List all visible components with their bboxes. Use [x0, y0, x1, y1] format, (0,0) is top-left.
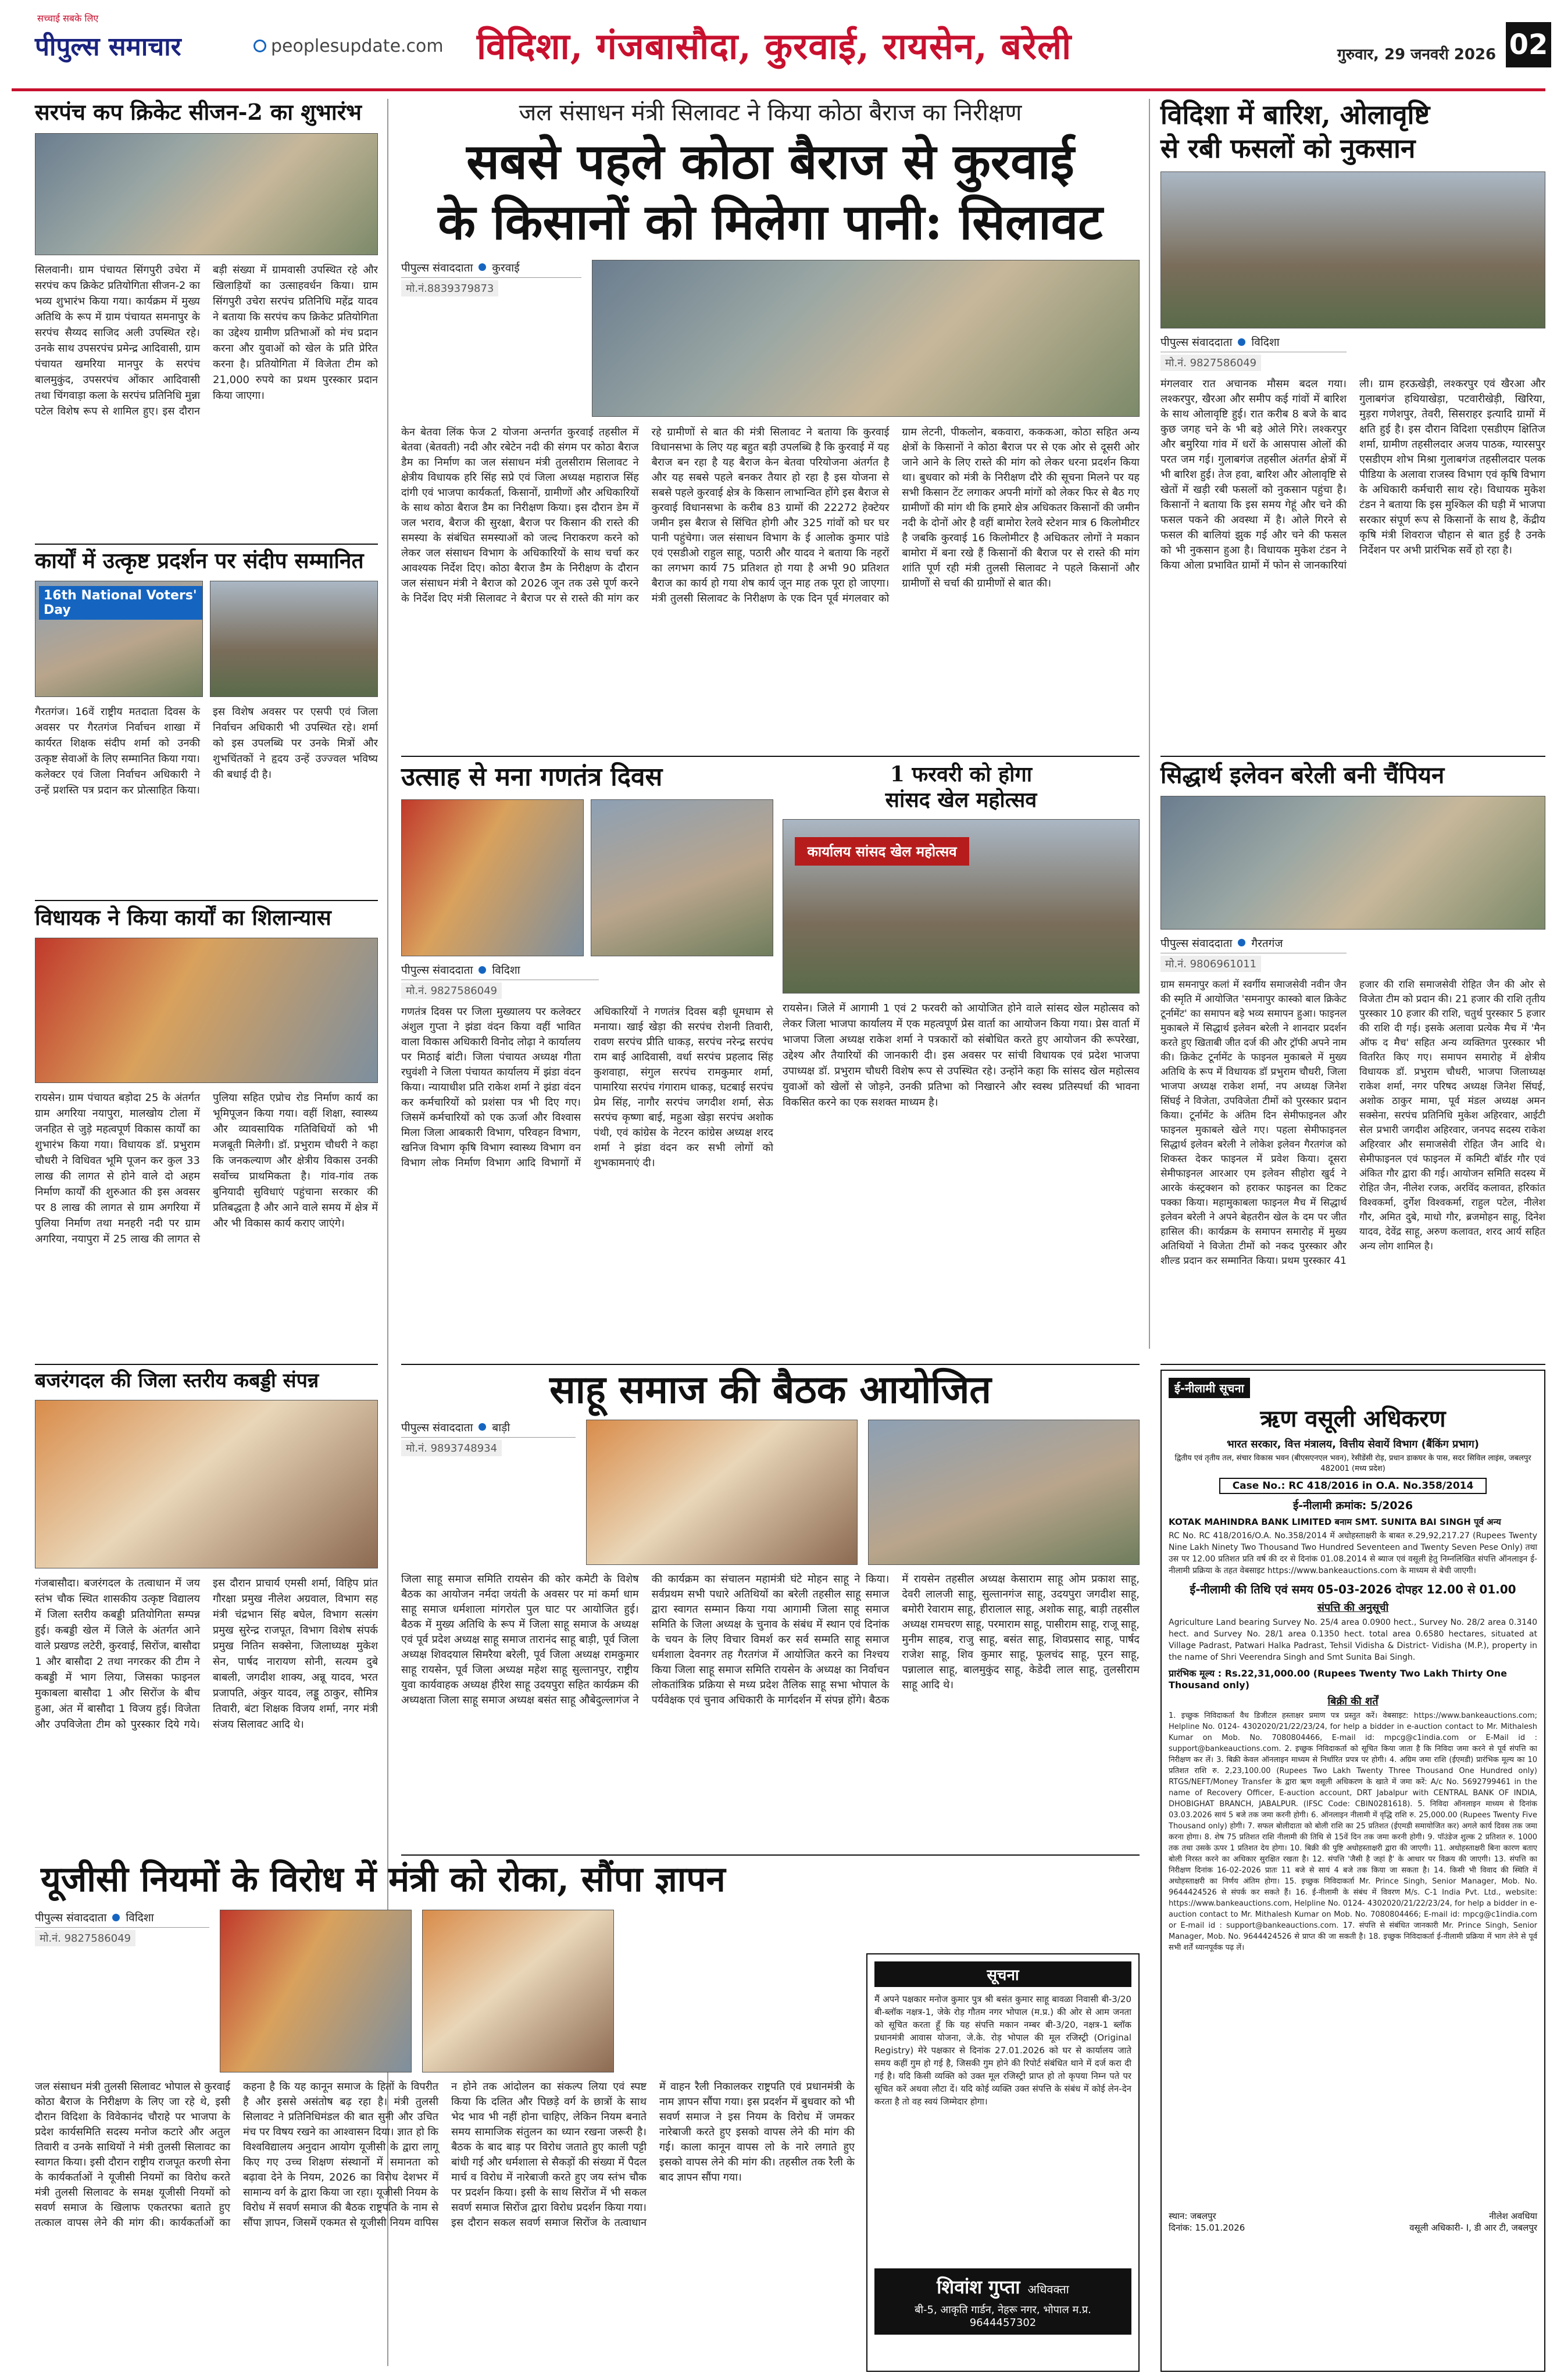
byline-name: पीपुल्स संवाददाता: [1160, 336, 1233, 349]
auction-notice: [1160, 1370, 1545, 2372]
website: peoplesupdate.com: [271, 36, 444, 56]
bullet-icon: [1238, 338, 1245, 346]
auction-place-date: स्थान: जबलपुर दिनांक: 15.01.2026: [1169, 2211, 1245, 2233]
article-headline: 1 फरवरी को होगा: [890, 762, 1033, 787]
article-body: जल संसाधन मंत्री तुलसी सिलावट भोपाल से कुरवाई कोठा बैराज के निरीक्षण के लिए जा रहे थे, इसी दौरान विदिशा के विवेकानंद चौराहे पर भाजपा के प्रदेश कार्यसमिति सदस्य मनोज कटारे और अतुल तिवारी व उनके साथियों ने मंत्री तुलसी सिलावट का स्वागत किया। इसी दौरान राष्ट्रीय राजपूत करणी सेना के कार्यकर्ताओं ने यूजीसी नियमों का विरोध करते मंत्री तुलसी सिलावट के समक्ष यूजीसी नियमों को सवर्ण समाज के खिलाफ एकतरफा बताते हुए तत्काल वापस लेने की मांग की। कार्यकर्ताओं का कहना है कि यह कानून समाज के हितों के विपरीत है और इससे असंतोष बढ़ रहा है। मंत्री तुलसी सिलावट ने प्रतिनिधिमंडल की बात सुनी और उचित मंच पर विषय रखने का आश्वासन दिया। ज्ञात हो कि विश्वविद्यालय अनुदान आयोग यूजीसी के द्वारा लागू किए गए उच्च शिक्षण संस्थानों में समानता को बढ़ावा देने के नियम, 2026 का विरोध देशभर में सामान्य वर्ग के द्वारा किया जा रहा। यूजीसी नियम के विरोध में सवर्ण समाज की बैठक राष्ट्रपति के नाम से सौंपा ज्ञापन, जिसमें एकमत से यूजीसी नियम वापिस न होने तक आंदोलन का संकल्प लिया एवं स्पष्ट किया कि दलित और पिछड़े वर्ग के छात्रों के साथ भेद भाव भी नहीं होना चाहिए, लेकिन नियम बनाते समय सामाजिक संतुलन का ध्यान रखना जरूरी है। बैठक के बाद बाड़ पर विरोध जताते हुए काली पट्टी बांधी गई और धर्मशाला से सैकड़ों की संख्या में पैदल मार्च व विरोध में नारेबाजी करते हुए जय स्तंभ चौक पर प्रदर्शन किया। इसी के साथ सिरोंज में भी सकल सवर्ण समाज सिरोंज द्वारा विरोध प्रदर्शन किया गया। इस दौरान सकल सवर्ण समाज सिरोंज के तत्वाधान में वाहन रैली निकालकर राष्ट्रपति एवं प्रधानमंत्री के नाम ज्ञापन सौंपा गया। इस प्रदर्शन में बुधवार को भी सवर्ण समाज ने इस नियम के विरोध में जमकर नारेबाजी करते हुए इसको वापस लेने की मांग की गई। काला कानून वापस लो के नारे लगाते हुए इसको वापस लेने की मांग की। तहसील तक रैली के बाद ज्ञापन सौंपा गया।: [35, 2081, 855, 2229]
article-body: केन बेतवा लिंक फेज 2 योजना अन्तर्गत कुरवाई तहसील में बेतवा (बेतवती) नदी और रबेटेन नदी की संगम पर कोठा बैराज डैम का निर्माण का जल संसाधन मंत्री तुलसीराम सिलावट ने क्षेत्रीय विधायक हरि सिंह सप्रे एवं जिला अध्यक्ष महाराज सिंह दांगी एवं भाजपा कार्यकर्ता, किसानों, ग्रामीणों और अधिकारियों के साथ कोठा बैराज डैम का निरीक्षण किया। इस दौरान डेम में जल भराव, बैराज की सुरक्षा, बैराज पर किसान की रास्ते की समस्या के संबंधित समस्याओं को जल्द निराकरण करने को लेकर जल संसाधन विभाग के अधिकारियों के साथ चर्चा कर आवश्यक निर्देश दिए। कोठा बैराज डैम के निरीक्षण के दौरान जल संसाधन मंत्री ने बैराज को 2026 जून तक उसे पूर्ण करने के निर्देश दिए मंत्री सिलावट ने बैराज पर से रास्ते की मांग कर रहे ग्रामीणों से बात की मंत्री सिलावट ने बताया कि कुरवाई विधानसभा के लिए यह बहुत बड़ी उपलब्धि है कि कुरवाई में यह बैराज बन रहा है यह बैराज केन बेतवा परियोजना अंतर्गत है और यह सबसे पहले बनकर तैयार हो रहा है इस योजना से सबसे पहले कुरवाई क्षेत्र के किसान लाभान्वित होंगे इस बैराज से कुरवाई विधानसभा के करीब 83 ग्रामों की 22272 हेक्टेयर जमीन इस बैराज से सिंचित होगी और 325 गांवों को घर घर पानी पहुंचेगा। जल संसाधन विभाग के ई आलोक कुमार पांडे एवं एसडीओ राहुल साहू, पठारी और यादव ने बताया कि नहरों का लगभग कार्य 75 प्रतिशत हो गया है अभी 90 प्रतिशत बैराज का कार्य हो गया शेष कार्य जून माह तक पूरा हो जाएगा। मंत्री तुलसी सिलावट के निरीक्षण के एक दिन पूर्व मंगलवार को ग्राम लेटनी, पीकलोन, बकवारा, कककआ, कोठा सहित अन्य क्षेत्रों के किसानों ने कोठा बैराज पर से एक ओर से दूसरी ओर जाने आने के लिए रास्ते की मांग को लेकर धरना प्रदर्शन किया था। बुधवार को मंत्री के निरीक्षण दौरे की सूचना मिलने पर यह सभी किसान टेंट लगाकर अपनी मांगों को लेकर फिर से बैठ गए ग्रामीणों की मांग थी कि हमारे क्षेत्र अधिकतर किसानों की जमीन नदी के दोनों ओर है वहीं बामोरा रेलवे स्टेशन मात्र 6 किलोमीटर है जबकि कुरवाई 16 किलोमीटर है अधिकतर लोगों ने मकान बामोरा में बना रखे हैं किसानों की बैराज पर से रास्ते की मांग शांति पूर्ण रही मंत्री तुलसी सिलावट ने पहले किसानों और ग्रामीणों से चर्चा की ग्रामीणों से बात की।: [401, 426, 1140, 605]
auction-ministry: भारत सरकार, वित्त मंत्रालय, वित्तीय सेवायें विभाग (बैंकिंग प्रभाग): [1227, 1438, 1479, 1450]
article-headline: सरपंच कप क्रिकेट सीजन-2 का शुभारंभ: [35, 99, 362, 125]
article-photo: [35, 1400, 378, 1568]
article-photo: [586, 1420, 858, 1565]
notice-title: सूचना: [874, 1961, 1131, 1987]
globe-icon: [253, 40, 266, 52]
article-headline: सिद्धार्थ इलेवन बरेली बनी चैंपियन: [1160, 762, 1445, 789]
byline-name: पीपुल्स संवाददाता: [401, 964, 473, 977]
article-body: मंगलवार रात अचानक मौसम बदल गया। लश्करपुर, खैरआ और समीप कई गांवों में बारिश के साथ ओलावृष्टि हुई। रात करीब 8 बजे के बाद कुछ जगह चने के भी बड़े ओले गिरे। लश्करपुर और बमुरिया गांव में धरों के आसपास ओलों की परत जम गई। गुलाबगंज तहसील अंतर्गत क्षेत्रों में भी बारिश हुई। तेज हवा, बारिश और ओलावृष्टि से खेतों में खड़ी रबी फसलों को नुकसान पहुंचा है। किसानों ने बताया कि इस समय गेहूं और चने की फसल पकने की अवस्था में है। ओले गिरने से फसल की बालियां झुक गई और चने की फसल को भी नुकसान हुआ है। विधायक मुकेश टंडन ने किया ओला प्रभावित ग्रामों में फोन से जानकारियां ली। ग्राम हरऊखेड़ी, लश्करपुर एवं खैरआ और गुलाबगंज हथियाखेड़ा, पटवारीखेड़ी, खिरिया, मुड़रा गणेशपुर, तेवरी, सिसराहर इत्यादि ग्रामों में क्षति हुई है। इस दौरान विदिशा एसडीएम क्षितिज शर्मा, ग्रामीण तहसीलदार अजय पाठक, ग्यारसपुर एसडीएम शोभ मिश्रा गुलाबगंज तहसीलदार पलक पीडिया के अलावा राजस्व विभाग एवं कृषि विभाग के अधिकारी कर्मचारी साथ रहे। विधायक मुकेश टंडन ने बताया कि इस मुश्किल की घड़ी में भाजपा सरकार संपूर्ण रूप से किसानों के साथ है, केंद्रीय कृषि मंत्री शिवराज चौहान से बात हुई है उनके निर्देशन पर अभी प्रारंभिक सर्वे हो रहा है।: [1160, 378, 1545, 572]
auction-case: Case No.: RC 418/2016 in O.A. No.358/2014: [1219, 1478, 1487, 1494]
reporter-mobile: मो.नं. 9827586049: [401, 982, 502, 999]
auction-signatory-title: वसूली अधिकारी- I, डी आर टी, जबलपुर: [1409, 2222, 1537, 2233]
article-photo: [1160, 171, 1545, 328]
date: गुरुवार, 29 जनवरी 2026: [1337, 46, 1497, 63]
article-republic-day: [401, 763, 773, 1361]
bullet-icon: [478, 1423, 486, 1431]
article-photo: [35, 581, 203, 697]
reporter-mobile: मो.नं. 9827586049: [35, 1930, 135, 1946]
article-photo: [592, 260, 1140, 417]
divider: [401, 756, 1140, 757]
auction-title: ऋण वसूली अधिकरण: [1260, 1405, 1446, 1432]
article-rain-hailstorm: [1160, 100, 1545, 751]
header-rule: [12, 88, 1545, 91]
article-photo: [401, 799, 584, 956]
auction-reserve: प्रारंभिक मूल्य : Rs.22,31,000.00 (Rupees Twenty Two Lakh Thirty One Thousand only): [1169, 1668, 1508, 1691]
auction-property: Agriculture Land bearing Survey No. 25/4 area 0.0900 hect., Survey No. 28/2 area 0.3140 hect. and Survey No. 28/1 area 0.1350 hect. total area 0.6580 hectares, situated at Village Padrast, Patwari Halka Padrast, Tehsil Vidisha & District- Vidisha (M.P.), property in the name of Shri Veerendra Singh and Smt Sunita Bai Singh.: [1169, 1618, 1537, 1662]
auction-sale-no: ई-नीलामी क्रमांक: 5/2026: [1292, 1499, 1413, 1512]
article-sandeep-honoured: [35, 549, 378, 898]
article-body: गणतंत्र दिवस पर जिला मुख्यालय पर कलेक्टर अंशुल गुप्ता ने झंडा वंदन किया वहीं भावित वाला विकास अधिकारी विनोद लोढ़ा ने कार्यालय पर मिठाई बांटी। जिला पंचायत अध्यक्ष गीता रघुवंशी ने जिला पंचायत कार्यालय में झंडा वंदन किया। न्यायाधीश प्रति राकेश शर्मा ने झंडा वंदन कर कर्मचारियों को प्रशंसा पत्र भी दिए गए। जिसमें कर्मचारियों को एक ऊर्जा और विश्वास मिला जिला आबकारी विभाग, परिवहन विभाग, खनिज विभाग कृषि विभाग स्वास्थ्य विभाग वन विभाग लोक निर्माण विभाग आदि विभागों में अधिकारियों ने गणतंत्र दिवस बड़ी धूमधाम से मनाया। खाई खेड़ा की सरपंच रोशनी तिवारी, रावण सरपंच प्रीति धाकड़, सरपंच नरेन्द्र सरपंच राम बाई आदिवासी, वर्धा सरपंच प्रहलाद सिंह कुशवाहा, संगुल सरपंच रामकुमार शर्मा, पामारिया सरपंच गंगाराम धाकड़, घटबाई सरपंच प्रेम सिंह, नागौर सरपंच जगदीश शर्मा, सेऊ सरपंच कृष्णा बाई, महुआ खेड़ा सरपंच अशोक पंथी, एवं कांग्रेस के नेटरन कांग्रेस अध्यक्ष शरद शर्मा ने झंडा वंदन कर सभी लोगों को शुभकामनाएं दी।: [401, 1006, 773, 1170]
article-mla-foundation: [35, 906, 378, 1359]
reporter-mobile: मो.नं. 9893748934: [401, 1440, 502, 1456]
article-headline: यूजीसी नियमों के विरोध में मंत्री को रोका, सौंपा ज्ञापन: [41, 1859, 726, 1900]
article-kotha-barrage: [401, 100, 1140, 751]
article-body: ग्राम समनापुर कलां में स्वर्गीय समाजसेवी नवीन जैन की स्मृति में आयोजित 'समनापुर कास्को बाल क्रिकेट टूर्नामेंट' का समापन बड़े भव्य समापन हुआ। फाइनल मुकाबले में सिद्धार्थ इलेवन बरेली ने शानदार प्रदर्शन करते हुए खिताबी जीत दर्ज की और ट्रॉफी अपने नाम की। क्रिकेट टूर्नामेंट के फाइनल मुकाबले में मुख्य अतिथि के रूप में विधायक डॉ प्रभुराम चौधरी, जिला भाजपा अध्यक्ष राकेश शर्मा, नप अध्यक्ष जिनेश सिंघई ने विजेता, उपविजेता टीमों को पुरस्कार प्रदान किया। टूर्नामेंट के अंतिम दिन सेमीफाइनल और फाइनल मुकाबले खेले गए। पहला सेमीफाइनल सिद्धार्थ इलेवन बरेली ने लोकेश इलेवन गैरतगंज को शिकस्त देकर फाइनल में प्रवेश किया। दूसरा सेमीफाइनल आरआर एम इलेवन सीहोरा खुर्द ने आरके कंस्ट्रक्शन को हराकर फाइनल का टिकट पक्का किया। महामुकाबला फाइनल मैच में सिद्धार्थ इलेवन बरेली ने अपने बेहतरीन खेल के दम पर जीत हासिल की। कार्यक्रम के समापन समारोह में मुख्य अतिथियों ने विजेता टीमों को नकद पुरस्कार और शील्ड प्रदान कर सम्मानित किया। प्रथम पुरस्कार 41 हजार की राशि समाजसेवी रोहित जैन की ओर से विजेता टीम को प्रदान की। 21 हजार की राशि तृतीय पुरस्कार 10 हजार की राशि, चतुर्थ पुरस्कार 5 हजार की राशि दी गई। इसके अलावा प्रत्येक मैच में 'मैन ऑफ द मैच' सहित अन्य व्यक्तिगत पुरस्कार भी वितरित किए गए। समापन समारोह में क्षेत्रीय विधायक डॉ. प्रभुराम चौधरी, भाजपा जिलाध्यक्ष राकेश शर्मा, नगर परिषद अध्यक्ष जिनेश सिंघई, अशोक ठाकुर मामा, पूर्व मंडल अध्यक्ष अमन सक्सेना, सरपंच प्रतिनिधि मुकेश अहिरवार, आईटी सेल प्रभारी जगदीश अहिरवार, जनपद सदस्य राकेश अहिरवार और समाजसेवी रोहित जैन आदि थे। सेमीफाइनल एवं फाइनल में कमिटी बॉर्डर गौर एवं अंकित गौर द्वारा की गई। आयोजन समिति सदस्य में रोहित जैन, नीलेश रजक, अरविंद कलावत, हरिकांत विश्वकर्मा, दुर्गेश विश्वकर्मा, राहुल पटेल, नीलेश गौर, अमित दुबे, माधो गौर, ब्रजमोहन साहू, दिनेश यादव, देवेंद्र साहू, अरुण कलावत, शरद आर्य सहित अन्य लोग शामिल है।: [1160, 978, 1545, 1267]
article-photo: [210, 581, 378, 697]
article-sarpanch-cup: [35, 100, 378, 542]
article-sahu-samaj: [401, 1368, 1140, 1851]
article-headline: से रबी फसलों को नुकसान: [1160, 132, 1416, 164]
article-photo: [591, 799, 773, 956]
article-headline: उत्साह से मना गणतंत्र दिवस: [401, 762, 663, 792]
cities-banner: विदिशा, गंजबासौदा, कुरवाई, रायसेन, बरेली: [477, 25, 1072, 67]
byline-name: पीपुल्स संवाददाता: [35, 1911, 107, 1925]
article-photo: [1160, 796, 1545, 930]
logo-text: पीपुल्स समाचार: [35, 32, 181, 62]
article-kabaddi: [35, 1370, 378, 1939]
article-body: जिला साहू समाज समिति रायसेन की कोर कमेटी के विशेष बैठक का आयोजन नर्मदा जयंती के अवसर पर मां कर्मा धाम साहू समाज धर्मशाला मांगरोल पुल घाट पर आयोजित हुई। बैठक में मुख्य अतिथि के रूप में जिला साहू समाज के अध्यक्ष एवं पूर्व प्रदेश अध्यक्ष साहू समाज तारानंद साहू बाड़ी, पूर्व जिला अध्यक्ष शिवदयाल सिमरैया बरेली, पूर्व जिला अध्यक्ष रामकुमार साहू रायसेन, पूर्व जिला अध्यक्ष महेश साहू सुल्तानपुर, राष्ट्रीय युवा कार्यवाहक अध्यक्ष हीरेश साहू उदयपुरा सहित कार्यक्रम की अध्यक्षता जिला साहू समाज अध्यक्ष बसंत साहू औबेदुल्लागंज ने की कार्यक्रम का संचालन महामंत्री घंटे मोहन साहू ने किया। सर्वप्रथम सभी पधारे अतिथियों का बरेली तहसील साहू समाज द्वारा स्वागत सम्मान किया गया आगामी जिला साहू समाज समिति के जिला अध्यक्ष के चुनाव के संबंध में स्थान एवं दिनांक के चयन के लिए विचार विमर्श कर सर्व सम्मति साहू समाज धर्मशाला देवनगर तह गैरतगंज में आयोजित करने का निश्चय किया जिला साहू समाज समिति रायसेन के अध्यक्ष का निर्वाचन लोकतांत्रिक प्रक्रिया से मध्य प्रदेश तैलिक साहू सभा भोपाल के पर्यवेक्षक एवं चुनाव अधिकारी के मार्गदर्शन में संपन्न होंगे। बैठक में रायसेन तहसील अध्यक्ष केसाराम साहू ओम प्रकाश साहू, देवरी लालजी साहू, सुल्तानगंज साहू, उदयपुरा जगदीश साहू, बमोरी रेवाराम साहू, हीरालाल साहू, अशोक साहू, बाड़ी तहसील अध्यक्ष रामचरण साहू, परमाराम साहू, पासीराम साहू, राजू साहू, मुनीम साहब, राजु साहू, बसंत साहू, शिवप्रसाद साहू, पार्षद राजेश साहू, शिव कुमार साहू, फूलचंद साहू, पूरन साहू, पन्नालाल साहू, बालमुकुंद साहू, केडेदी लाल साहू, तुलसीराम साहू आदि थे।: [401, 1573, 1140, 1706]
auction-parties: KOTAK MAHINDRA BANK LIMITED बनाम SMT. SUNITA BAI SINGH पूर्व अन्य: [1169, 1517, 1501, 1527]
article-body: सिलवानी। ग्राम पंचायत सिंगपुरी उचेरा में सरपंच कप क्रिकेट प्रतियोगिता सीजन-2 का भव्य शुभारंभ किया गया। कार्यक्रम में मुख्य अतिथि के रूप में ग्राम पंचायत समनापुर के सरपंच सैय्यद साजिद अली उपस्थित रहे। उनके साथ उपसरपंच प्रमेन्द्र आदिवासी, ग्राम पंचायत खमरिया मानपुर के सरपंच बालमुकुंद, उपसरपंच ओंकार आदिवासी तथा चिंगवाड़ा कला के सरपंच प्रतिनिधि मुन्ना पटेल विशेष रूप से शामिल हुए। इस दौरान बड़ी संख्या में ग्रामवासी उपस्थित रहे और खिलाड़ियों का उत्साहवर्धन किया। ग्राम सिंगपुरी उचेरा सरपंच प्रतिनिधि महेंद्र यादव ने बताया कि सरपंच कप क्रिकेट प्रतियोगिता का उद्देश्य ग्रामीण प्रतिभाओं को मंच प्रदान करना और युवाओं को खेल के प्रति प्रेरित करना है। प्रतियोगिता में विजेता टीम को 21,000 रुपये का प्रथम पुरस्कार प्रदान किया जाएगा।: [35, 263, 378, 417]
lawyer-address: बी-5, आकृति गार्डन, नेहरू नगर, भोपाल म.प्र. 9644457302: [915, 2304, 1091, 2329]
lawyer-name: शिवांश गुप्ता: [937, 2276, 1020, 2298]
reporter-mobile: मो.नं. 9827586049: [1160, 355, 1261, 371]
photo-banner-text: 16th National Voters' Day: [39, 586, 202, 620]
byline-place: कुरवाई: [492, 261, 520, 274]
byline-name: पीपुल्स संवाददाता: [1160, 937, 1233, 950]
bullet-icon: [1238, 939, 1245, 946]
divider: [1160, 1364, 1545, 1365]
article-headline: कार्यों में उत्कृष्ट प्रदर्शन पर संदीप सम्मानित: [35, 548, 364, 573]
byline: [35, 1910, 209, 1928]
auction-address: द्वितीय एवं तृतीय तल, संचार विकास भवन (बीएसएनएल भवन), रेसीडेंसी रोड़, प्रधान डाकघर के पास, सदर सिविल लाइंस, जबलपुर 482001 (मध्य प्रदेश): [1174, 1454, 1531, 1473]
auction-date: ई-नीलामी की तिथि एवं समय 05-03-2026 दोपहर 12.00 से 01.00: [1190, 1582, 1516, 1596]
auction-terms-title: बिक्री की शर्तें: [1327, 1695, 1379, 1707]
divider: [401, 1854, 1140, 1856]
logo: [35, 28, 181, 63]
article-headline: साहू समाज की बैठक आयोजित: [549, 1367, 991, 1412]
article-cricket: [1160, 763, 1545, 1361]
divider: [1160, 756, 1545, 757]
notice-box: [866, 1953, 1140, 2372]
byline-place: विदिशा: [126, 1911, 154, 1925]
article-headline: सबसे पहले कोठा बैराज से कुरवाई: [466, 132, 1074, 190]
article-photo: [868, 1420, 1140, 1565]
divider: [401, 1364, 1140, 1365]
masthead: [0, 0, 1557, 93]
bullet-icon: [112, 1914, 120, 1921]
article-headline: विधायक ने किया कार्यों का शिलान्यास: [35, 905, 331, 930]
byline: [1160, 334, 1347, 352]
auction-tag: ई-नीलामी सूचना: [1169, 1378, 1250, 1398]
photo-banner-text: कार्यालय सांसद खेल महोत्सव: [795, 837, 969, 866]
auction-amount: RC No. RC 418/2016/O.A. No.358/2014 में अधोहस्ताक्षरी के बाबत रु.29,92,217.27 (Rupees Twenty Nine Lakh Ninety Two Thousand Two Hundred Seventeen and Twenty Seven Pese Only) तथा उस पर 12.00 प्रतिशत प्रति वर्ष की दर से दिनांक 01.08.2014 से ब्याज एवं वसूली हेतु निम्नलिखित संपत्ति ऑनलाइन ई-नीलामी प्रक्रिया के तहत वेबसाइट https://www.bankeauctions.com के माध्यम से बेची जाएगी।: [1169, 1531, 1537, 1575]
article-photo: [35, 938, 378, 1083]
article-body: गंजबासौदा। बजरंगदल के तत्वाधान में जय स्तंभ चौक स्थित शासकीय उत्कृष्ट विद्यालय में जिला स्तरीय कबड्डी प्रतियोगिता सम्पन्न हुई। कबड्डी खेल में जिले के अंतर्गत आने वाले प्रखण्ड लटेरी, कुरवाई, सिरोंज, बासौदा 1 और बासौदा 2 तथा नगरकर की टीम ने कबड्डी में भाग लिया, जिसका फाइनल मुकाबला बासौदा 1 और सिरोंज के बीच हुआ, अंत में बासौदा 1 विजय हुई। विजेता और उपविजेता टीम को पुरस्कार दिये गये। इस दौरान प्राचार्य एमसी शर्मा, विहिप प्रांत गौरक्षा प्रमुख नीलेश अग्रवाल, विभाग सह मंत्री चंद्रभान सिंह बघेल, विभाग सत्संग प्रमुख सुरेन्द्र राजपूत, विभाग विशेष संपर्क प्रमुख नितिन सक्सेना, जिलाध्यक्ष मुकेश सेन, पार्षद नारायण सोनी, सत्यम दुबे बाबली, जगदीश शाक्य, अन्नू यादव, भरत प्रजापति, अंकुर यादव, लड्डू ठाकुर, सौमित्र तिवारी, बंटा शिक्षक विजय शर्मा, नगर मंत्री संजय सिलावट आदि थे।: [35, 1577, 378, 1731]
article-sansad-khel: [783, 763, 1140, 1361]
article-headline: सांसद खेल महोत्सव: [885, 788, 1037, 813]
byline: [401, 962, 599, 980]
reporter-mobile: मो.नं. 9806961011: [1160, 956, 1261, 972]
auction-schedule-title: संपत्ति की अनुसूची: [1317, 1602, 1389, 1614]
article-body: गैरतगंज। 16वें राष्ट्रीय मतदाता दिवस के अवसर पर गैरतगंज निर्वाचन शाखा में कार्यरत शिक्षक संदीप शर्मा को उनकी उत्कृष्ट सेवाओं के लिए सम्मानित किया गया। कलेक्टर एवं जिला निर्वाचन अधिकारी ने उन्हें प्रशस्ति पत्र प्रदान कर प्रोत्साहित किया। इस विशेष अवसर पर एसपी एवं जिला निर्वाचन अधिकारी भी उपस्थित रहे। शर्मा को इस उपलब्धि पर उनके मित्रों और शुभचिंतकों ने हृदय उन्हें उज्ज्वल भविष्य की बधाई दी है।: [35, 706, 378, 797]
article-headline: विदिशा में बारिश, ओलावृष्टि: [1160, 99, 1430, 130]
byline-name: पीपुल्स संवाददाता: [401, 261, 473, 274]
byline-place: विदिशा: [492, 964, 520, 977]
divider: [35, 900, 378, 901]
byline-place: गैरतगंज: [1251, 937, 1283, 950]
article-photo: [220, 1910, 412, 2072]
byline: [401, 1420, 576, 1438]
byline-place: विदिशा: [1251, 336, 1280, 349]
article-photo: [35, 133, 378, 255]
lawyer-title: अधिवक्ता: [1027, 2282, 1069, 2296]
notice-body: मैं अपने पक्षकार मनोज कुमार पुत्र श्री बसंत कुमार साहू बावळा निवासी बी-3/20 बी-ब्लॉक नक्षत्र-1, जेके रोड़ गौतम नगर भोपाल (म.प्र.) की ओर से आम जनता को सूचित करता हूँ कि यह संपत्ति मकान नम्बर बी-3/20, नक्षत्र-1 ब्लॉक प्रधानमंत्री आवास योजना, जे.के. रोड़ भोपाल की मूल रजिस्ट्री (Original Registry) मेरे पक्षकार से दिनांक 27.01.2026 को घर से कार्यालय जाते समय कहीं गुम हो गई है, जिसकी गुम होने की रिपोर्ट संबंधित थाने में दर्ज करा दी गई है। यदि किसी व्यक्ति को उक्त मूल रजिस्ट्री प्राप्त हो तो कृपया निम्न पते पर सूचित करें अथवा लौटा दें। यदि कोई व्यक्ति उक्त संपत्ति के संबंध में कोई लेन-देन करता है तो वह स्वयं जिम्मेदार होगा।: [874, 1994, 1131, 2107]
auction-signatory: नीलेश अवधिया: [1489, 2211, 1537, 2221]
article-headline: के किसानों को मिलेगा पानी: सिलावट: [438, 192, 1103, 251]
byline: [1160, 935, 1347, 953]
bullet-icon: [478, 966, 486, 974]
auction-terms: 1. इच्छुक निविदाकर्ता वैध डिजीटल हस्ताक्षर प्रमाण पत्र प्रस्तुत करें। वेबसाइट: https://www.bankeauctions.com; Helpline No. 0124- 4302020/21/22/23/24, for help a bidder in e-auction contact to Mr. Mithalesh Kumar on Mob. No. 7080804466, E-mail id: mpcg@c1india.com or E-Mail id : support@bankeauctions.com. 2. इच्छुक निविदाकर्ता को सूचित किया जाता है कि निविदा जमा करने से पूर्व संपत्ति का निरीक्षण कर लें। 3. बिक्री केवल ऑनलाइन माध्यम से निर्धारित प्रपत्र पर होगी। 4. अग्रिम जमा राशि (ईएमडी) प्रारंभिक मूल्य का 10 प्रतिशत राशि रु. 2,23,100.00 (Rupees Two Lakh Twenty Three Thousand One Hundred only) RTGS/NEFT/Money Transfer के द्वारा ऋण वसूली अधिकरण के खाते में जमा करें: A/c No. 5692799461 in the name of Recovery Officer, E-auction account, DRT Jabalpur with CENTRAL BANK OF INDIA, DHOBIGHAT BRANCH, JABALPUR. (IFSC Code: CBIN0281618). 5. निविदा ऑनलाइन माध्यम से दिनांक 03.03.2026 सायं 5 बजे तक जमा करनी होगी। 6. ऑनलाइन नीलामी में वृद्धि राशि रु. 25,000.00 (Rupees Twenty Five Thousand only) होगी। 7. सफल बोलीदाता को बोली राशि का 25 प्रतिशत (ईएमडी समायोजित कर) अगले कार्य दिवस तक जमा करना होगा। 8. शेष 75 प्रतिशत राशि नीलामी की तिथि से 15वें दिन तक जमा करनी होगी। 9. पॉउंडेज शुल्क 2 प्रतिशत रु. 1000 तक तथा उसके ऊपर 1 प्रतिशत देय होगा। 10. बिक्री की पुष्टि अधोहस्ताक्षरी द्वारा की जाएगी। 11. अधोहस्ताक्षरी बिना कारण बताए बोली निरस्त करने का अधिकार सुरक्षित रखता है। 12. संपत्ति 'जैसी है जहां है' के आधार पर विक्रय की जाएगी। 13. संपत्ति का निरीक्षण दिनांक 16-02-2026 प्रातः 11 बजे से सायं 4 बजे तक किया जा सकता है। 14. किसी भी विवाद की स्थिति में अधोहस्ताक्षरी का निर्णय अंतिम होगा। 15. इच्छुक निविदाकर्ता Mr. Prince Singh, Senior Manager, Mob. No. 9644424526 से संपर्क कर सकते हैं। 16. ई-नीलामी के संबंध में विवरण M/s. C-1 India Pvt. Ltd., website: https://www.bankeauctions.com, Helpline No. 0124- 4302020/21/22/23/24, for help a bidder in e-auction contact to Mr. Mithalesh Kumar on Mob. No. 7080804466; E-mail id: mpcg@c1india.com or E-mail id : support@bankeauctions.com. 17. संपत्ति से संबंधित जानकारी Mr. Prince Singh, Senior Manager, Mob. No. 9644424526 से प्राप्त की जा सकती है। 18. इच्छुक निविदाकर्ता ई-नीलामी प्रक्रिया में भाग लेने से पूर्व सभी शर्तें ध्यानपूर्वक पढ़ लें।: [1169, 1711, 1537, 1952]
divider: [35, 1364, 378, 1365]
page-number: [1506, 22, 1551, 67]
bullet-icon: [478, 263, 486, 271]
byline-name: पीपुल्स संवाददाता: [401, 1421, 473, 1434]
page-number-text: 02: [1509, 28, 1548, 61]
column-divider: [1149, 99, 1150, 1349]
reporter-mobile: मो.नं.8839379873: [401, 280, 498, 296]
article-body: रायसेन। ग्राम पंचायत बड़ोदा 25 के अंतर्गत ग्राम अगरिया नयापुरा, मालखोय टोला में जनहित से जुड़े महत्वपूर्ण विकास कार्यों का शुभारंभ किया गया। विधायक डॉ. प्रभुराम चौधरी ने विधिवत भूमि पूजन कर कुल 33 लाख की लागत से होने वाले दो अहम निर्माण कार्यों की शुरुआत की इस अवसर पर 8 लाख की लागत से ग्राम अगरिया में पुलिया निर्माण तथा मनहरी नदी पर ग्राम अगरिया, नयापुरा में 25 लाख की लागत से पुलिया सहित एप्रोच रोड निर्माण कार्य का भूमिपूजन किया गया। वहीं शिक्षा, स्वास्थ्य और व्यावसायिक गतिविधियों को भी मजबूती मिलेगी। डॉ. प्रभुराम चौधरी ने कहा कि जनकल्याण और क्षेत्रीय विकास उनकी सर्वोच्च प्राथमिकता है। गांव-गांव तक बुनियादी सुविधाएं पहुंचाना सरकार की प्रतिबद्धता है और आने वाले समय में क्षेत्र में और भी विकास कार्य कराए जाएंगे।: [35, 1092, 378, 1246]
logo-tagline: सच्चाई सबके लिए: [37, 13, 99, 24]
article-headline: बजरंगदल की जिला स्तरीय कबड्डी संपन्न: [35, 1369, 319, 1392]
article-body: रायसेन। जिले में आगामी 1 एवं 2 फरवरी को आयोजित होने वाले सांसद खेल महोत्सव को लेकर जिला भाजपा कार्यालय में एक महत्वपूर्ण प्रेस वार्ता का आयोजन किया गया। प्रेस वार्ता में भाजपा जिला अध्यक्ष राकेश शर्मा ने पत्रकारों को संबोधित करते हुए आयोजन की रूपरेखा, उद्देश्य और तैयारियों की जानकारी दी। इस अवसर पर सांची विधायक एवं प्रदेश भाजपा उपाध्यक्ष डॉ. प्रभुराम चौधरी विशेष रूप से उपस्थित रहे। उन्होंने कहा कि सांसद खेल महोत्सव युवाओं को खेलों से जोड़ने, उनकी प्रतिभा को निखारने और स्वस्थ प्रतिस्पर्धा की भावना विकसित करने का एक सशक्त माध्यम है।: [783, 1002, 1140, 1109]
divider: [35, 544, 378, 545]
article-kicker: जल संसाधन मंत्री सिलावट ने किया कोठा बैराज का निरीक्षण: [519, 99, 1022, 126]
article-photo: [783, 819, 1140, 994]
byline-place: बाड़ी: [492, 1421, 510, 1434]
byline: [401, 260, 581, 278]
article-photo: [422, 1910, 614, 2072]
